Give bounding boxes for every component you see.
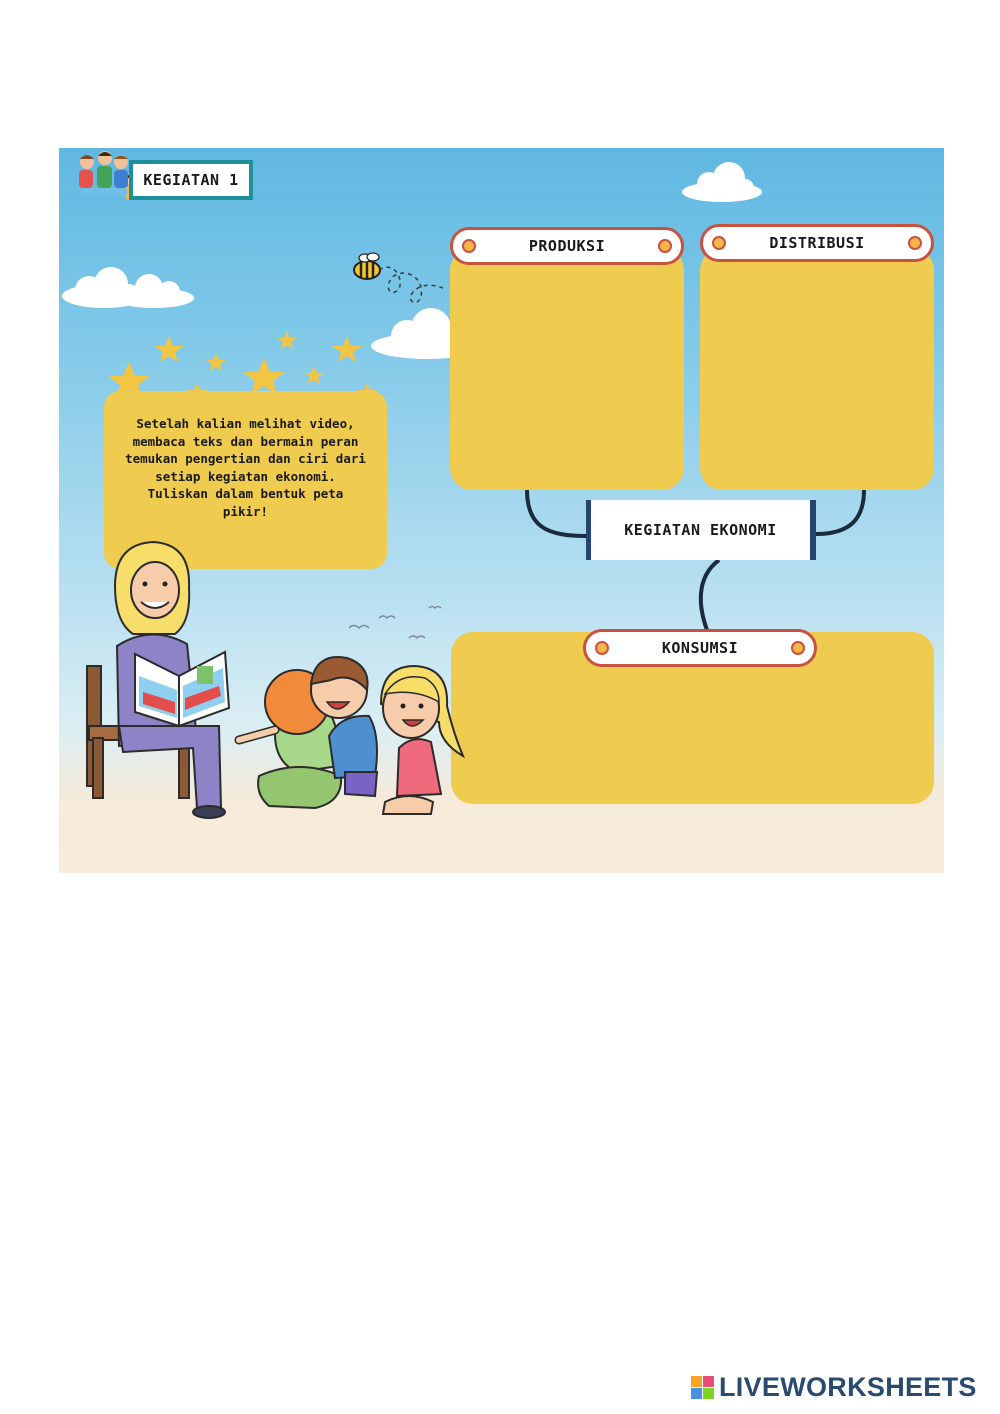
- instruction-text: Setelah kalian melihat video, membaca teks dan bermain peran temukan pengertian dan ciri dari setiap kegiatan ekonomi. Tuliskan dalam bentuk peta pikir!: [125, 416, 366, 519]
- liveworksheets-logo-icon: [691, 1376, 715, 1400]
- pill-dot-icon: [712, 236, 726, 250]
- konsumsi-label-text: KONSUMSI: [661, 639, 739, 657]
- konsumsi-label: [583, 629, 817, 667]
- produksi-answer-box[interactable]: [450, 248, 684, 490]
- center-topic-box: [586, 500, 816, 560]
- pill-dot-icon: [462, 239, 476, 253]
- brand-name: LIVEWORKSHEETS: [719, 1372, 977, 1402]
- activity-title: KEGIATAN 1: [143, 171, 239, 189]
- pill-dot-icon: [595, 641, 609, 655]
- pill-dot-icon: [791, 641, 805, 655]
- distribusi-answer-box[interactable]: [700, 248, 934, 490]
- produksi-label-text: PRODUKSI: [528, 237, 606, 255]
- distribusi-label: [700, 224, 934, 262]
- pill-dot-icon: [908, 236, 922, 250]
- pill-dot-icon: [658, 239, 672, 253]
- worksheet-panel: [59, 148, 944, 873]
- teacher-reading-illustration: [79, 526, 469, 826]
- distribusi-label-text: DISTRIBUSI: [769, 234, 865, 252]
- produksi-label: [450, 227, 684, 265]
- center-topic-text: KEGIATAN EKONOMI: [624, 521, 777, 539]
- birds-decoration: [339, 588, 449, 658]
- liveworksheets-brand[interactable]: [691, 1372, 977, 1403]
